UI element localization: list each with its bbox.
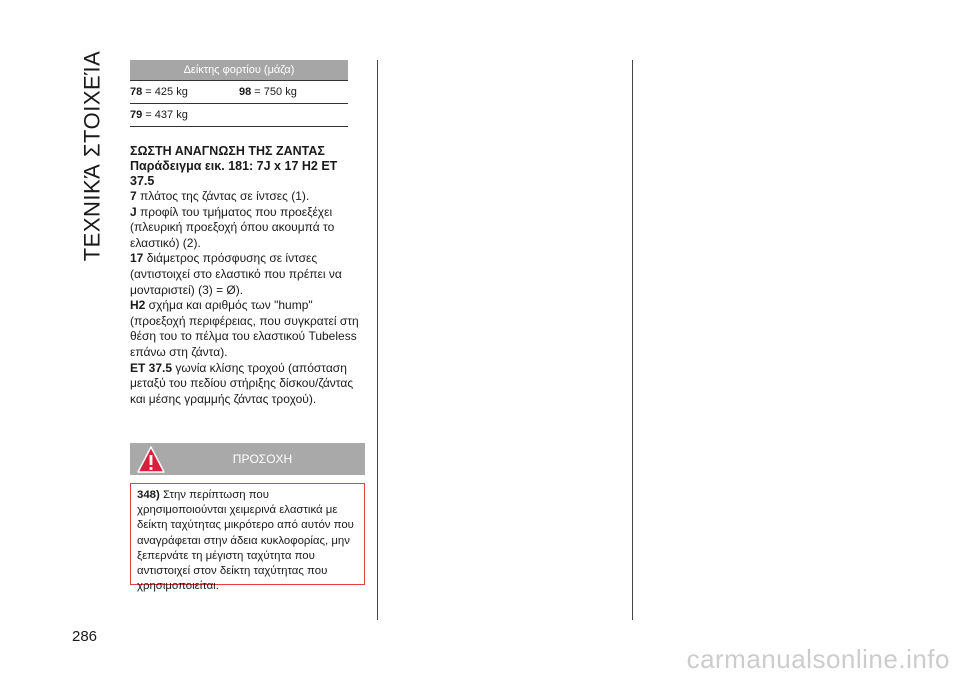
item-text: πλάτος της ζάντας σε ίντσες (1). [136,189,310,203]
list-item [130,361,362,408]
section-example: Παράδειγμα εικ. 181: 7J x 17 H2 ET 37.5 [130,159,338,188]
item-term: H2 [130,298,146,313]
section-title: ΣΩΣΤΗ ΑΝΑΓΝΩΣΗ ΤΗΣ ΖΑΝΤΑΣ [130,144,325,158]
item-text: σχήμα και αριθμός των "hump" (προεξοχή περιφέρειας, που συγκρατεί στη θέση του το πέλμα του ελαστικού Tubeless επάνω στη ζάντα). [130,298,359,359]
table-bottom-rule [130,126,348,127]
section-heading [130,144,360,189]
item-text: γωνία κλίσης τροχού (απόσταση μεταξύ του πεδίου στήριξης δίσκου/ζάντας και μέσης γραμμής ζάντας τροχού). [130,360,354,406]
warning-box [130,483,365,593]
item-term: 17 [130,251,144,266]
table-cell [130,104,239,126]
list-item [130,251,362,298]
warning-text: Στην περίπτωση που χρησιμοποιούνται χειμερινά ελαστικά με δείκτη ταχύτητας μικρότερο από αυτόν που αναγράφεται στην άδεια κυκλοφορίας, μην ξεπερνάτε τη μέγιστη ταχύτητα που αντιστοιχεί στον δείκτη ταχύτητας που χρησιμοποιείται. [137,489,354,593]
load-index-table [130,60,348,127]
list-item [130,189,362,205]
load-code: 79 [130,109,143,121]
warning-header [130,443,365,475]
list-item [130,205,362,252]
table-row [130,80,348,103]
rim-reading-list [130,189,362,407]
item-term: 7 [130,189,137,203]
load-code: 78 [130,86,143,98]
table-cell [130,81,239,103]
warning-title: ΠΡΟΣΟΧΗ [232,452,293,466]
column-divider-1 [377,60,378,620]
item-text: διάμετρος πρόσφυσης σε ίντσες (αντιστοιχεί στο ελαστικό που πρέπει να μονταριστεί) (3) = Ø). [130,251,342,297]
load-code: 98 [239,86,252,98]
load-value: = 425 kg [142,86,188,98]
column-divider-2 [632,60,633,620]
page-number: 286 [72,628,98,645]
side-chapter-title [77,48,107,264]
watermark: carmanualsonline.info [686,644,950,674]
item-term: ET 37.5 [130,360,173,375]
warning-number: 348) [137,489,160,501]
table-row [130,103,348,126]
item-term: J [130,204,137,219]
load-index-table-header: Δείκτης φορτίου (μάζα) [130,60,348,80]
side-chapter-title-text: ΤΕΧΝΙΚΆ ΣΤΟΙΧΕΊΑ [79,50,104,262]
table-cell [239,81,348,103]
item-text: προφίλ του τμήματος που προεξέχει (πλευρική προεξοχή όπου ακουμπά το ελαστικό) (2). [130,204,335,250]
load-value: = 437 kg [142,109,188,121]
list-item [130,298,362,360]
load-value: = 750 kg [251,86,297,98]
